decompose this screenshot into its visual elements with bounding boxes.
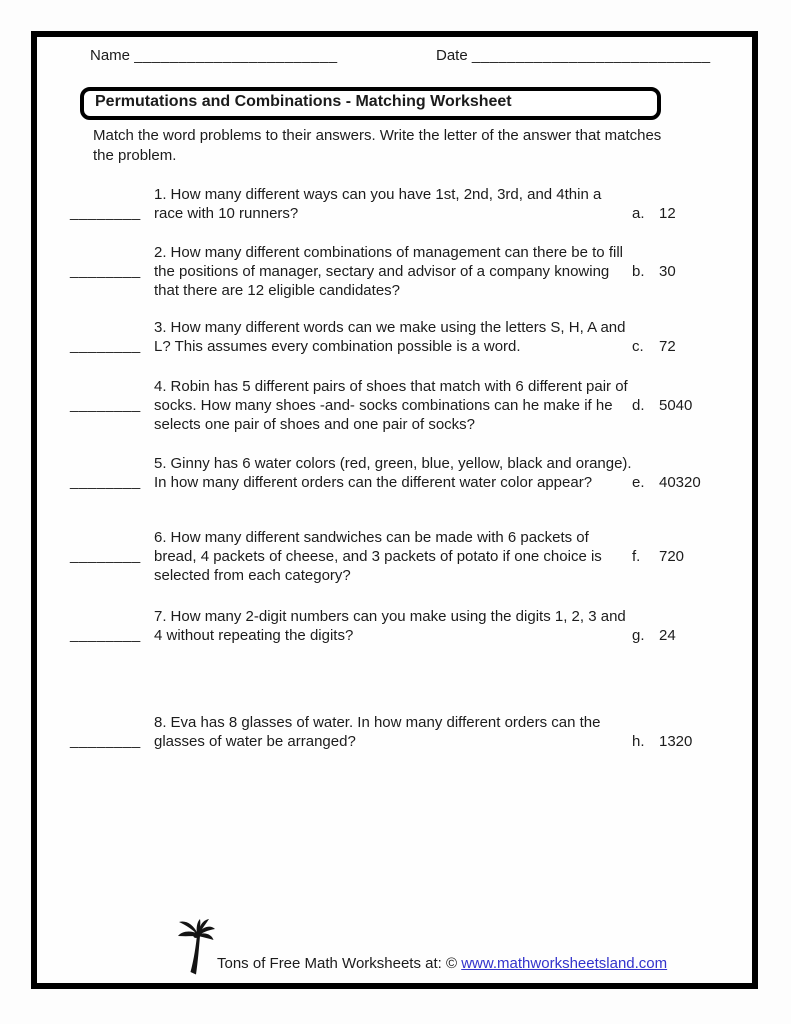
answer-blank-column xyxy=(70,713,154,748)
problem-text: How many 2-digit numbers can you make using the digits 1, 2, 3 and 4 without repeating the digits? xyxy=(154,608,626,644)
problem-text: How many different sandwiches can be made with 6 packets of bread, 4 packets of cheese, and 3 packets of potato if one choice is selected from each category? xyxy=(154,529,602,584)
footer xyxy=(177,919,667,976)
problem-number: 4. xyxy=(154,378,167,395)
answer-blank-line: ________ xyxy=(70,473,141,490)
name-field xyxy=(90,47,338,64)
problem-text-column xyxy=(154,713,632,751)
header-row xyxy=(37,47,752,71)
answer-blank-column xyxy=(70,528,154,563)
problem-text-column xyxy=(154,528,632,585)
palm-tree-icon xyxy=(177,919,215,976)
problem-row xyxy=(37,377,752,434)
problem-text: Robin has 5 different pairs of shoes that match with 6 different pair of socks. How many shoes -and- socks combinations can he make if he selects one pair of shoes and one pair of socks? xyxy=(154,378,628,433)
answer-value: 24 xyxy=(659,627,676,644)
answer-blank-line: ________ xyxy=(70,547,141,564)
problem-text-column xyxy=(154,377,632,434)
problem-text-column xyxy=(154,607,632,645)
problem-text: How many different combinations of management can there be to fill the positions of manager, sectary and advisor of a company knowing that there are 12 eligible candidates? xyxy=(154,244,623,299)
answer-column xyxy=(632,713,692,751)
answer-value: 72 xyxy=(659,338,676,355)
answer-value: 1320 xyxy=(659,733,693,750)
problem-row xyxy=(37,713,752,751)
footer-credit-text: Tons of Free Math Worksheets at: © xyxy=(217,955,458,972)
problem-number: 3. xyxy=(154,319,167,336)
problem-number: 8. xyxy=(154,714,167,731)
problem-text: Eva has 8 glasses of water. In how many different orders can the glasses of water be arranged? xyxy=(154,714,601,750)
answer-value: 720 xyxy=(659,548,685,565)
problem-number: 2. xyxy=(154,244,167,261)
answer-blank-line: ________ xyxy=(70,204,141,221)
problem-row xyxy=(37,318,752,356)
problem-row xyxy=(37,185,752,223)
answer-letter: d. xyxy=(632,397,645,414)
answer-blank-line: ________ xyxy=(70,732,141,749)
answer-blank-column xyxy=(70,318,154,353)
answer-letter: f. xyxy=(632,548,641,565)
answer-letter: h. xyxy=(632,733,645,750)
answer-column xyxy=(632,607,676,645)
problem-row xyxy=(37,528,752,585)
problem-text-column xyxy=(154,185,632,223)
answer-blank-column xyxy=(70,377,154,412)
answer-column xyxy=(632,454,701,492)
answer-blank-line: ________ xyxy=(70,262,141,279)
worksheet-title-box xyxy=(80,87,661,120)
answer-letter: c. xyxy=(632,338,644,355)
worksheet-content xyxy=(37,37,752,983)
problem-text-column xyxy=(154,318,632,356)
worksheet-page-border xyxy=(31,31,758,989)
problem-row xyxy=(37,454,752,492)
answer-column xyxy=(632,243,676,281)
worksheet-title: Permutations and Combinations - Matching Worksheet xyxy=(95,93,512,110)
problem-number: 1. xyxy=(154,186,167,203)
problem-number: 6. xyxy=(154,529,167,546)
answer-value: 30 xyxy=(659,263,676,280)
problem-number: 5. xyxy=(154,455,167,472)
answer-letter: g. xyxy=(632,627,645,644)
problem-text-column xyxy=(154,454,632,492)
name-blank-line: _______________________ xyxy=(134,47,338,64)
problem-row xyxy=(37,607,752,645)
name-label: Name xyxy=(90,47,131,64)
answer-letter: e. xyxy=(632,474,645,491)
problem-text: How many different ways can you have 1st, 2nd, 3rd, and 4thin a race with 10 runners? xyxy=(154,186,602,222)
answer-letter: a. xyxy=(632,205,645,222)
answer-blank-column xyxy=(70,243,154,278)
answer-column xyxy=(632,185,676,223)
date-label: Date xyxy=(436,47,468,64)
answer-blank-line: ________ xyxy=(70,626,141,643)
answer-value: 12 xyxy=(659,205,676,222)
problems-list xyxy=(37,185,752,751)
answer-value: 5040 xyxy=(659,397,693,414)
problem-text: Ginny has 6 water colors (red, green, blue, yellow, black and orange). In how many different orders can the different water color appear? xyxy=(154,455,632,491)
answer-blank-column xyxy=(70,607,154,642)
answer-column xyxy=(632,528,684,566)
date-field xyxy=(436,47,711,64)
problem-row xyxy=(37,243,752,300)
answer-blank-column xyxy=(70,454,154,489)
answer-column xyxy=(632,377,692,415)
problem-number: 7. xyxy=(154,608,167,625)
instructions-text: Match the word problems to their answers. Write the letter of the answer that matches the problem. xyxy=(93,127,662,164)
answer-blank-line: ________ xyxy=(70,396,141,413)
problem-text: How many different words can we make using the letters S, H, A and L? This assumes every combination possible is a word. xyxy=(154,319,626,355)
answer-blank-column xyxy=(70,185,154,220)
answer-column xyxy=(632,318,676,356)
footer-link[interactable]: www.mathworksheetsland.com xyxy=(461,955,668,972)
date-blank-line: ___________________________ xyxy=(471,47,711,64)
answer-letter: b. xyxy=(632,263,645,280)
problem-text-column xyxy=(154,243,632,300)
answer-value: 40320 xyxy=(659,474,701,491)
footer-text xyxy=(217,955,667,976)
answer-blank-line: ________ xyxy=(70,337,141,354)
